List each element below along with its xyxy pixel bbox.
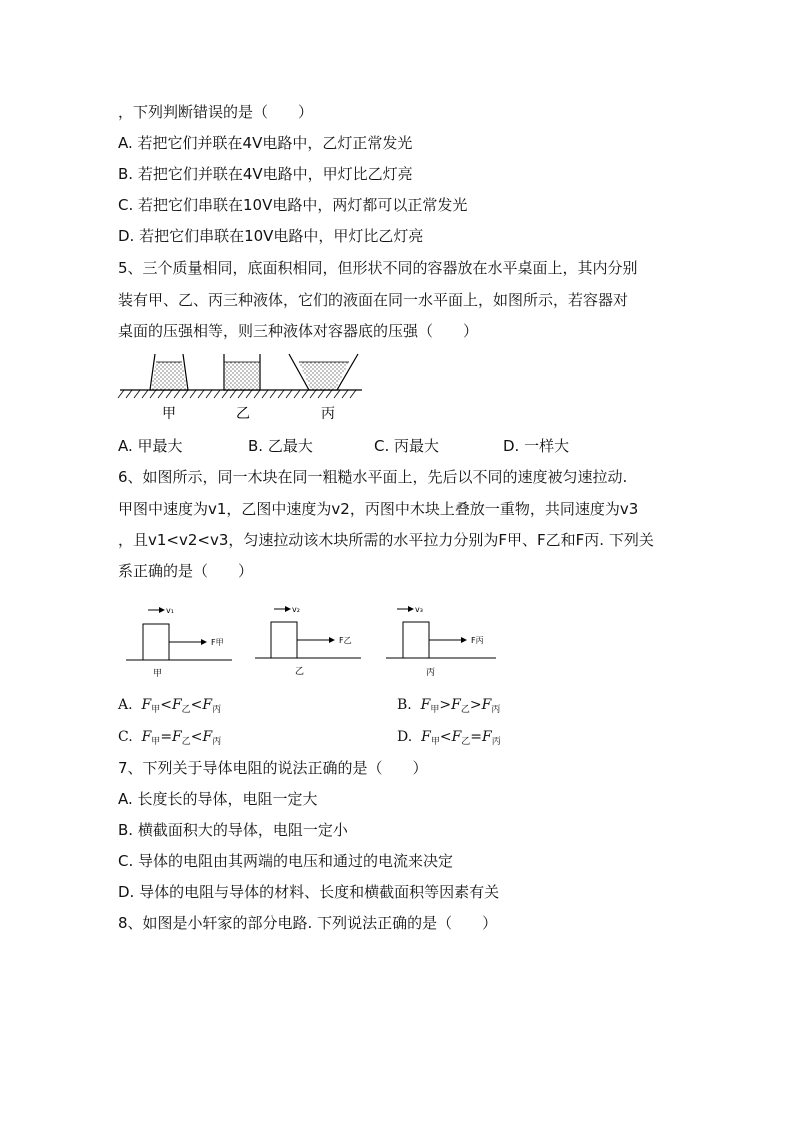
q5-stem-line-2: 装有甲、乙、丙三种液体，它们的液面在同一水平面上，如图所示，若容器对 <box>118 291 629 309</box>
q5-label-yi: 乙 <box>236 406 250 422</box>
q8-stem: 8、如图是小轩家的部分电路. 下列说法正确的是（ ） <box>118 914 498 932</box>
q6-caption-yi: 乙 <box>295 667 305 677</box>
q5-containers-figure <box>116 348 376 426</box>
q6-panel-bing <box>386 605 496 678</box>
q7-option-c: C. 导体的电阻由其两端的电压和通过的电流来决定 <box>118 852 454 870</box>
q6-block-jia <box>143 624 169 660</box>
container-yi-liquid <box>225 362 259 390</box>
q6-option-c: C. $F_甲=F_乙<F_丙$ <box>118 729 222 747</box>
q4-option-b: B. 若把它们并联在4V电路中，甲灯比乙灯亮 <box>118 165 413 183</box>
table-hatching <box>118 390 356 398</box>
q6-option-b: B. $F_甲>F_乙>F_丙$ <box>397 697 501 715</box>
q6-stem-line-2: 甲图中速度为v1，乙图中速度为v2，丙图中木块上叠放一重物，共同速度为v3 <box>118 500 639 518</box>
q6-caption-jia: 甲 <box>153 669 163 679</box>
q5-option-a: A. 甲最大 <box>118 437 183 455</box>
q5-option-b: B. 乙最大 <box>248 437 313 455</box>
q7-option-a: A. 长度长的导体，电阻一定大 <box>118 790 318 808</box>
q6-caption-bing: 丙 <box>426 668 436 678</box>
q6-force-yi: F乙 <box>339 636 352 645</box>
q6-panel-yi <box>255 605 361 677</box>
q6-block-yi <box>271 622 297 658</box>
q7-stem: 7、下列关于导体电阻的说法正确的是（ ） <box>118 759 428 777</box>
q6-velocity-jia: v₁ <box>166 606 174 615</box>
container-jia-liquid <box>151 362 187 390</box>
q6-velocity-yi: v₂ <box>292 605 300 614</box>
q7-option-b: B. 横截面积大的导体，电阻一定小 <box>118 821 348 839</box>
q5-option-c: C. 丙最大 <box>374 437 440 455</box>
q6-panel-jia <box>126 606 232 679</box>
q4-stem-tail: ，下列判断错误的是（ ） <box>118 103 314 121</box>
q5-label-jia: 甲 <box>162 406 176 422</box>
q6-velocity-bing: v₃ <box>415 605 423 614</box>
q6-stem-line-4: 系正确的是（ ） <box>118 562 254 580</box>
q6-block-bing <box>403 622 429 658</box>
q5-stem-line-1: 5、三个质量相同，底面积相同，但形状不同的容器放在水平桌面上，其内分别 <box>118 259 638 277</box>
q6-stem-line-1: 6、如图所示，同一木块在同一粗糙水平面上，先后以不同的速度被匀速拉动. <box>118 468 628 486</box>
q5-option-d: D. 一样大 <box>503 437 570 455</box>
q6-blocks-figure <box>120 598 500 680</box>
q5-stem-line-3: 桌面的压强相等，则三种液体对容器底的压强（ ） <box>118 322 479 340</box>
q4-option-d: D. 若把它们串联在10V电路中，甲灯比乙灯亮 <box>118 227 424 245</box>
q6-stem-line-3: ，且v1<v2<v3，匀速拉动该木块所需的水平拉力分别为F甲、F乙和F丙. 下列关 <box>118 531 654 549</box>
q6-option-d: D. $F_甲<F_乙=F_丙$ <box>397 729 501 747</box>
q6-force-bing: F丙 <box>471 636 484 645</box>
q4-option-c: C. 若把它们串联在10V电路中，两灯都可以正常发光 <box>118 196 468 214</box>
q6-option-a: A. $F_甲<F_乙<F_丙$ <box>118 697 222 715</box>
q4-option-a: A. 若把它们并联在4V电路中，乙灯正常发光 <box>118 134 413 152</box>
q6-force-jia: F甲 <box>211 638 224 647</box>
q7-option-d: D. 导体的电阻与导体的材料、长度和横截面积等因素有关 <box>118 883 500 901</box>
q5-label-bing: 丙 <box>321 406 335 422</box>
